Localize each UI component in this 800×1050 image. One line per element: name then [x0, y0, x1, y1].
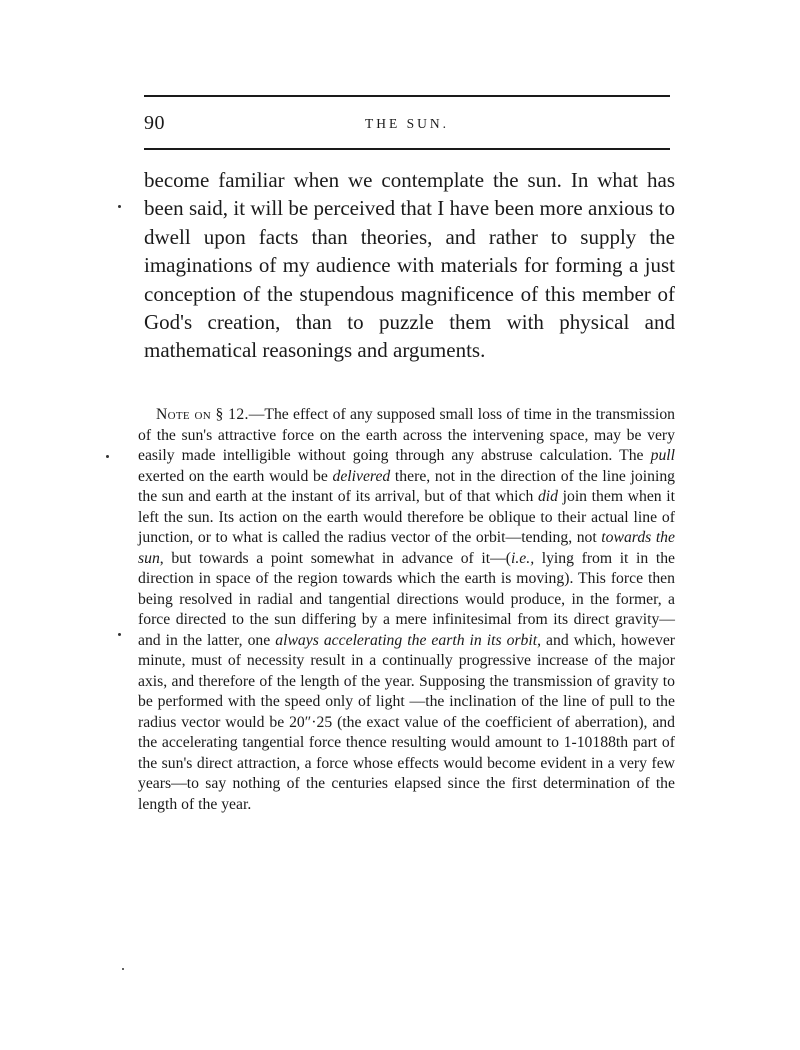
footnote: [138, 405, 675, 815]
print-speck: [118, 633, 121, 636]
note-text-5: , but towards a point somewhat in advance of it—(: [159, 549, 512, 567]
note-text-3: there, not in the direction of the line joining the sun and earth at the instant of its arrival, but of that which: [138, 467, 676, 505]
print-speck: [106, 455, 109, 458]
note-text-7: , and which, however minute, must of necessity result in a continually progressive increase of the major axis, and therefore of the length of the year. Supposing the transmission of gravity to be performed with the speed only of light —the inclination of the line of pull to the radius vector would be 20″·25 (the exact value of the coefficient of aberration), and the accelerating tangential force thence resulting would amount to 1-10188th part of the sun's direct attraction, a force whose effects would become evident in a very few years—to say nothing of the centuries elapsed since the first determination of the length of the year.: [138, 631, 676, 813]
note-label: Note on § 12.: [156, 406, 249, 423]
running-header: [144, 110, 670, 140]
note-emphasis-towards-the-sun: towards the sun: [138, 529, 675, 567]
page-number: 90: [144, 112, 165, 134]
running-title: THE SUN.: [365, 116, 449, 131]
header-rule-top: [144, 95, 670, 97]
header-rule-bottom: [144, 148, 670, 150]
note-text-4: join them when it left the sun. Its action on the earth would therefore be oblique to their actual line of junction, or to what is called the radius vector of the orbit—tending, not: [138, 488, 676, 546]
note-text-6: lying from it in the direction in space of the region towards which the earth is moving). This force then being resolved in radial and tangential directions would produce, in the former, a force directed to the sun differing by a mere infinitesimal from its direct gravity—and in the latter, one: [138, 549, 675, 649]
note-text-2: exerted on the earth would be: [138, 467, 333, 485]
note-emphasis-delivered: delivered: [332, 467, 391, 485]
print-speck: [118, 205, 121, 208]
note-emphasis-did: did: [537, 488, 558, 505]
print-speck: [122, 968, 124, 970]
note-emphasis-ie: i.e.,: [511, 549, 535, 567]
note-emphasis-always-accelerating: always accelerating the earth in its orbit: [275, 631, 538, 649]
note-emphasis-pull: pull: [650, 447, 675, 464]
body-paragraph: become familiar when we contemplate the sun. In what has been said, it will be perceived that I have been more anxious to dwell upon facts than theories, and rather to supply the imaginations of my audience with materials for forming a just conception of the stupendous magnificence of this member of God's creation, than to puzzle them with physical and mathematical reasonings and arguments.: [144, 168, 675, 363]
note-text-1: —The effect of any supposed small loss of time in the transmission of the sun's attractive force on the earth across the intervening space, may be very easily made intelligible without going through any abstruse calculation. The: [138, 406, 676, 464]
